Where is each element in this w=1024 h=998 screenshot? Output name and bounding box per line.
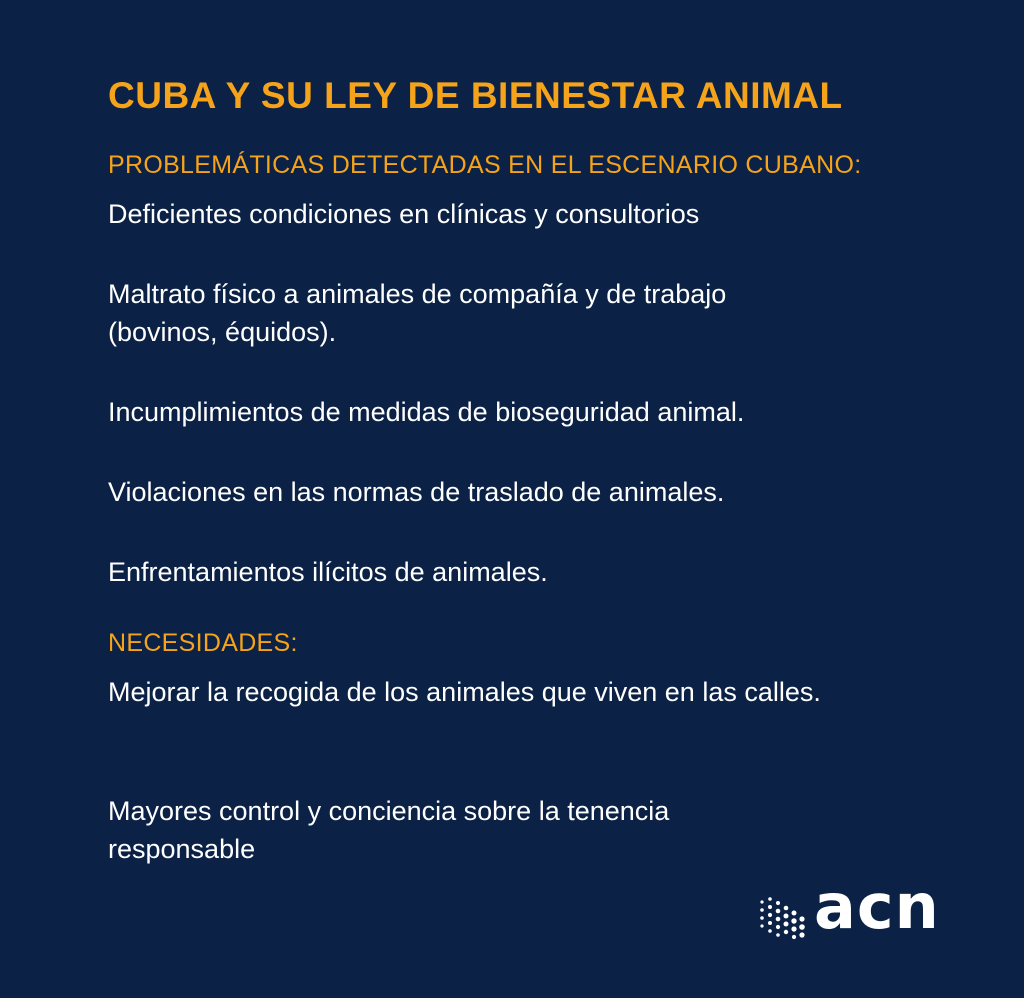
logo-text: acn: [814, 870, 940, 943]
problem-item: Enfrentamientos ilícitos de animales.: [108, 557, 548, 587]
problem-item: Violaciones en las normas de traslado de animales.: [108, 477, 725, 507]
page-title: CUBA Y SU LEY DE BIENESTAR ANIMAL: [108, 75, 843, 116]
section-heading-problems: PROBLEMÁTICAS DETECTADAS EN EL ESCENARIO CUBANO:: [108, 151, 862, 179]
acn-logo: [758, 870, 958, 946]
section-heading-needs: NECESIDADES:: [108, 629, 298, 657]
need-item: Mayores control y conciencia sobre la tenencia responsable: [108, 796, 670, 864]
problem-item: Deficientes condiciones en clínicas y consultorios: [108, 199, 700, 229]
problem-item: Incumplimientos de medidas de bioseguridad animal.: [108, 397, 745, 427]
need-item: Mejorar la recogida de los animales que viven en las calles.: [108, 677, 821, 707]
problem-item: Maltrato físico a animales de compañía y de trabajo (bovinos, équidos).: [108, 279, 727, 347]
dotted-wave-logo-icon: [758, 890, 808, 940]
